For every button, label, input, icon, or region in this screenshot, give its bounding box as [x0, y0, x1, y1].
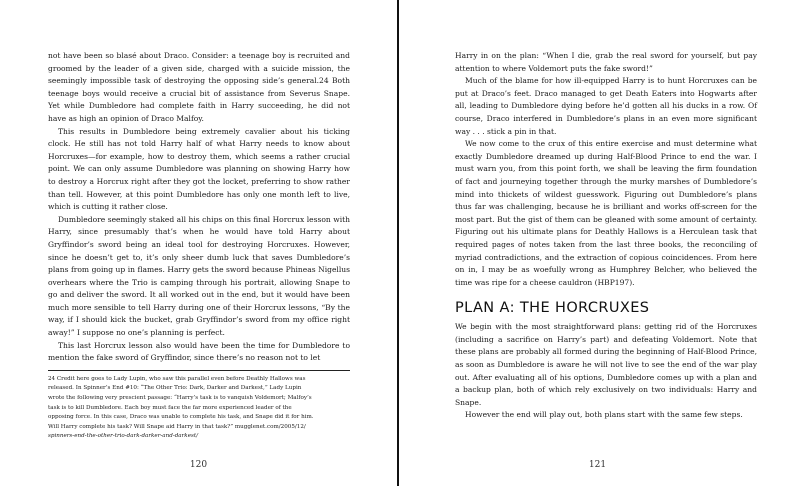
- left-page-body: [48, 50, 350, 442]
- right-page-body: [455, 50, 757, 422]
- footnote-line: opposing force. In this case, Draco was unable to complete his task, and Snape did it for him.: [48, 414, 314, 421]
- section-heading: PLAN A: THE HORCRUXES: [455, 300, 650, 317]
- footnote-rule: [48, 370, 350, 371]
- footnote-line: spinners-end-the-other-trio-dark-darker-and-darkest/: [48, 433, 199, 440]
- left-paragraph-2: This results in Dumbledore being extremely cavalier about his ticking clock. He still has not told Harry half of what Harry needs to know about Horcruxes—for example, how to destroy them, which seems a rather crucial point. We can only assume Dumbledore was planning on showing Harry how to destroy a Horcrux right after they got the locket, preferring to show rather than tell. However, at this point Dumbledore has only one month left to live, which is cutting it rather close.: [48, 126, 350, 212]
- footnote-line: released. In Spinner’s End #10: “The Other Trio: Dark, Darker and Darkest,” Lady Lupin: [48, 385, 302, 392]
- right-paragraph-2: Much of the blame for how ill-equipped Harry is to hunt Horcruxes can be put at Draco’s feet. Draco managed to get Death Eaters into Hogwarts after all, leading to Dumbledore dying before he’d gotten all his ducks in a row. Of course, Draco interfered in Dumbledore’s plans in an even more significant way . . . stick a pin in that.: [455, 76, 757, 136]
- page-number-right: 121: [588, 460, 607, 470]
- footnote-line: wrote the following very prescient passage: “Harry’s task is to vanquish Voldemort; Malfoy’s: [48, 395, 312, 402]
- right-paragraph-3: We now come to the crux of this entire exercise and must determine what exactly Dumbledore dreamed up during Half-Blood Prince to end the war. I must warn you, from this point forth, we shall be leaving the firm foundation of fact and journeying together through the murky marshes of Dumbledore’s mind into thickets of wildest guesswork. Figuring out Dumbledore’s plans thus far was challenging, because he is brilliant and works off-screen for the most part. But the gist of them can be gleaned with some amount of certainty. Figuring out his ultimate plans for Deathly Hallows is a Herculean task that required pages of notes taken from the last three books, the reconciling of myriad contradictions, and the extraction of copious coincidences. From here on in, I may be as woefully wrong as Humphrey Belcher, who believed the time was ripe for a cheese cauldron (HBP197).: [455, 139, 757, 287]
- left-paragraph-1: not have been so blasé about Draco. Consider: a teenage boy is recruited and groomed by the leader of a given side, charged with a suicide mission, the seemingly impossible task of destroying the opposing side’s general.24 Both teenage boys would receive a crucial bit of assistance from Severus Snape. Yet while Dumbledore had complete faith in Harry succeeding, he did not have as high an opinion of Draco Malfoy.: [48, 51, 350, 123]
- left-paragraph-4: This last Horcrux lesson also would have been the time for Dumbledore to mention the fake sword of Gryffindor, since there’s no reason not to let: [48, 340, 350, 363]
- footnote-line: 24 Credit here goes to Lady Lupin, who saw this parallel even before Deathly Hallows was: [48, 375, 306, 382]
- footnote-line: task is to kill Dumbledore. Each boy must face the far more experienced leader of the: [48, 404, 292, 411]
- footnote: [48, 375, 350, 442]
- left-page: [0, 0, 397, 486]
- footnote-line: Will Harry complete his task? Will Snape aid Harry in that task?” mugglenet.com/2005/12/: [48, 423, 306, 430]
- left-paragraph-3: Dumbledore seemingly staked all his chips on this final Horcrux lesson with Harry, since presumably that’s when he would have told Harry about Gryffindor’s sword being an ideal tool for destroying Horcruxes. However, since he doesn’t get to, it’s only sheer dumb luck that saves Dumbledore’s plans from going up in flames. Harry gets the sword because Phineas Nigellus overhears where the Trio is camping through his portrait, allowing Snape to go and deliver the sword. It all worked out in the end, but it would have been much more sensible to tell Harry during one of their Horcrux lessons, “By the way, if I should kick the bucket, grab Gryffindor’s sword from my office right away!” I suppose no one’s planning is perfect.: [48, 214, 350, 338]
- right-paragraph-1: Harry in on the plan: “When I die, grab the real sword for yourself, but pay attention to where Voldemort puts the fake sword!”: [455, 51, 757, 73]
- page-number-left: 120: [189, 460, 208, 470]
- right-paragraph-5: However the end will play out, both plans start with the same few steps.: [465, 410, 743, 420]
- right-page: [399, 0, 796, 486]
- right-paragraph-4: We begin with the most straightforward plans: getting rid of the Horcruxes (including a sacrifice on Harry’s part) and defeating Voldemort. Note that these plans are probably all formed during the beginning of Half-Blood Prince, as soon as Dumbledore is aware he will not live to see the end of the war play out. After evaluating all of his options, Dumbledore comes up with a plan and a backup plan, both of which rely exclusively on two individuals: Harry and Snape.: [455, 322, 757, 407]
